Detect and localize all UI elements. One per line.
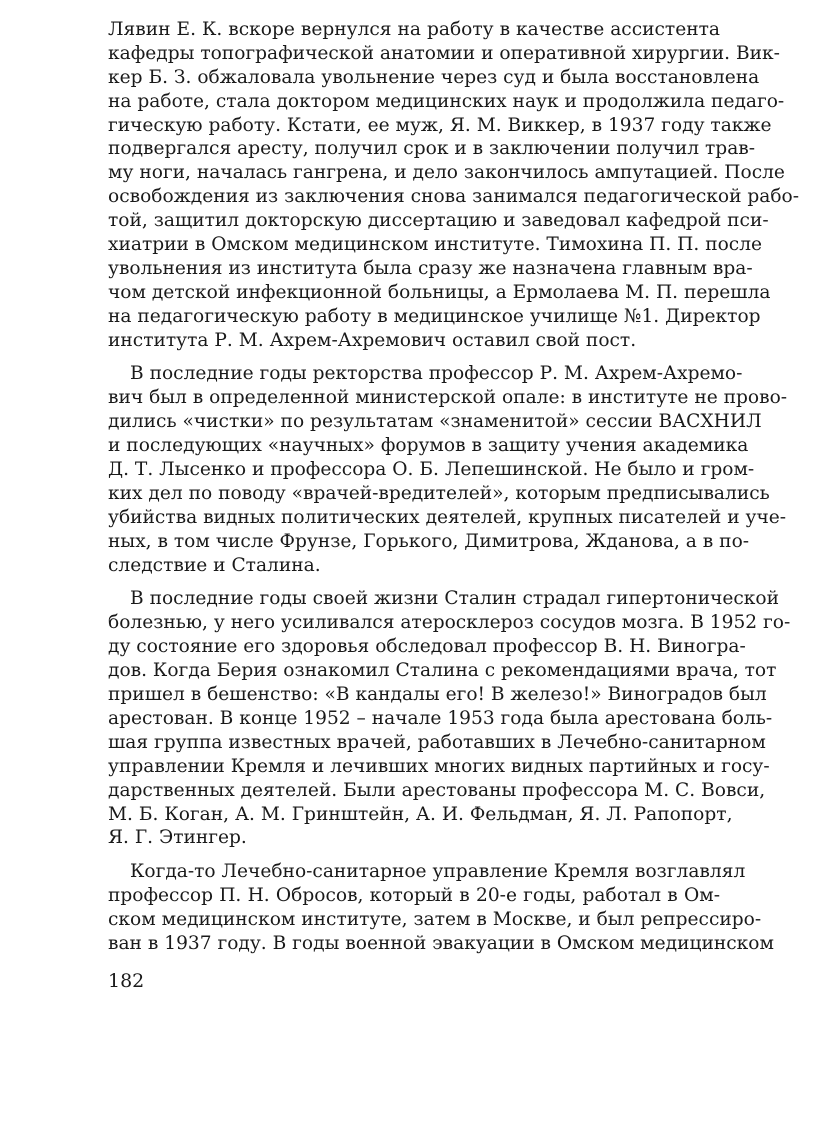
- text-line: болезнью, у него усиливался атеросклероз сосудов мозга. В 1952 го-: [108, 612, 791, 634]
- text-line: освобождения из заключения снова занимался педагогической рабо-: [108, 186, 800, 208]
- text-line: дарственных деятелей. Были арестованы профессора М. С. Вовси,: [108, 779, 766, 801]
- text-line: ван в 1937 году. В годы военной эвакуации в Омском медицинском: [108, 932, 774, 954]
- text-line: института Р. М. Ахрем-Ахремович оставил свой пост.: [108, 329, 637, 351]
- text-line: Д. Т. Лысенко и профессора О. Б. Лепешинской. Не было и гром-: [108, 459, 755, 481]
- text-line: ду состояние его здоровья обследовал профессор В. Н. Виногра-: [108, 636, 746, 658]
- text-line: арестован. В конце 1952 – начале 1953 года была арестована боль-: [108, 707, 773, 729]
- text-line: увольнения из института была сразу же назначена главным вра-: [108, 257, 753, 279]
- text-line: шая группа известных врачей, работавших в Лечебно-санитарном: [108, 731, 766, 753]
- text-line: Когда-то Лечебно-санитарное управление Кремля возглавлял: [130, 861, 746, 883]
- text-line: дились «чистки» по результатам «знаменитой» сессии ВАСХНИЛ: [108, 411, 762, 433]
- text-line: чом детской инфекционной больницы, а Ермолаева М. П. перешла: [108, 281, 771, 303]
- page-body: [108, 18, 800, 966]
- text-line: му ноги, началась гангрена, и дело закончилось ампутацией. После: [108, 162, 785, 184]
- text-line: ких дел по поводу «врачей-вредителей», которым предписывались: [108, 482, 770, 504]
- text-line: на работе, стала доктором медицинских наук и продолжила педаго-: [108, 90, 785, 112]
- paragraph-1: [108, 18, 800, 352]
- text-line: и последующих «научных» форумов в защиту учения академика: [108, 435, 749, 457]
- text-line: хиатрии в Омском медицинском институте. Тимохина П. П. после: [108, 234, 763, 256]
- text-line: подвергался аресту, получил срок и в заключении получил трав-: [108, 138, 756, 160]
- text-line: убийства видных политических деятелей, крупных писателей и уче-: [108, 506, 787, 528]
- text-line: следствие и Сталина.: [108, 554, 321, 576]
- text-line: кафедры топографической анатомии и оперативной хирургии. Вик-: [108, 42, 780, 64]
- text-line: на педагогическую работу в медицинское училище №1. Директор: [108, 305, 761, 327]
- paragraph-2: [108, 362, 788, 577]
- text-line: В последние годы ректорства профессор Р. М. Ахрем-Ахремо-: [130, 363, 743, 385]
- text-line: Я. Г. Этингер.: [108, 827, 247, 849]
- text-line: профессор П. Н. Обросов, который в 20-е годы, работал в Ом-: [108, 885, 720, 907]
- text-line: дов. Когда Берия ознакомил Сталина с рекомендациями врача, тот: [108, 660, 777, 682]
- text-line: управлении Кремля и лечивших многих видных партийных и госу-: [108, 755, 770, 777]
- paragraph-4: [108, 860, 774, 956]
- text-line: той, защитил докторскую диссертацию и заведовал кафедрой пси-: [108, 210, 769, 232]
- text-line: ском медицинском институте, затем в Москве, и был репрессиро-: [108, 909, 762, 931]
- text-line: кер Б. З. обжаловала увольнение через суд и была восстановлена: [108, 66, 760, 88]
- text-line: вич был в определенной министерской опале: в институте не прово-: [108, 387, 788, 409]
- text-line: Лявин Е. К. вскоре вернулся на работу в качестве ассистента: [108, 19, 720, 40]
- text-line: гическую работу. Кстати, ее муж, Я. М. Виккер, в 1937 году также: [108, 114, 772, 136]
- text-line: пришел в бешенство: «В кандалы его! В железо!» Виноградов был: [108, 684, 767, 706]
- text-line: В последние годы своей жизни Сталин страдал гипертонической: [130, 588, 780, 610]
- text-line: ных, в том числе Фрунзе, Горького, Димитрова, Жданова, а в по-: [108, 530, 750, 552]
- text-line: М. Б. Коган, А. М. Гринштейн, А. И. Фельдман, Я. Л. Рапопорт,: [108, 803, 733, 825]
- paragraph-3: [108, 587, 791, 850]
- page-number: 182: [108, 970, 145, 992]
